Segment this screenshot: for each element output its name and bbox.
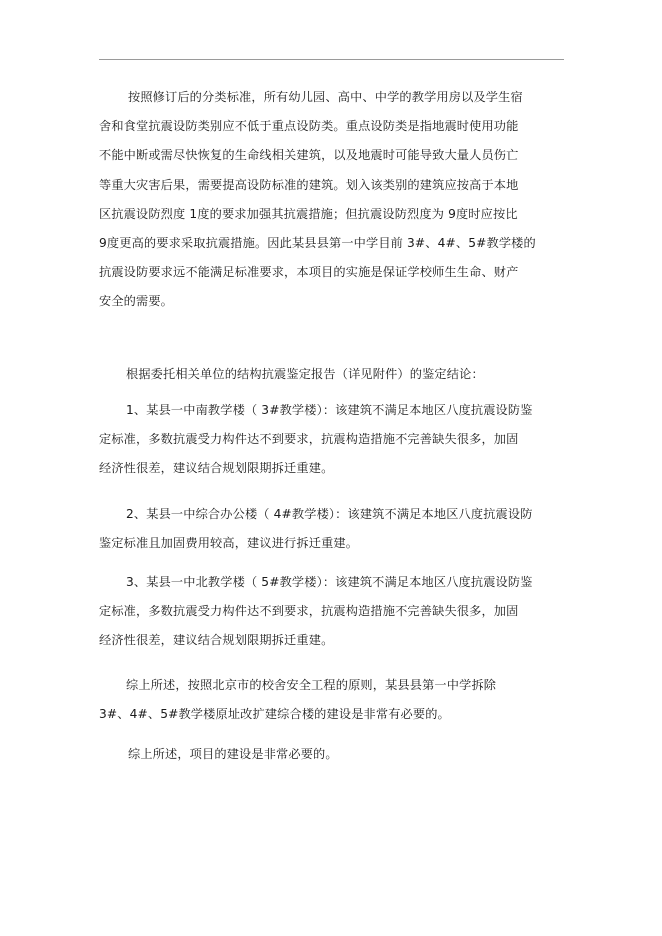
text-line: 9度更高的要求采取抗震措施。因此某县县第一中学目前 3#、4#、5#教学楼的 <box>99 235 536 250</box>
text-line: 不能中断或需尽快恢复的生命线相关建筑，以及地震时可能导致大量人员伤亡 <box>99 148 519 163</box>
text-line: 根据委托相关单位的结构抗震鉴定报告（详见附件）的鉴定结论： <box>126 367 484 381</box>
text-line: 等重大灾害后果，需要提高设防标准的建筑。划入该类别的建筑应按高于本地 <box>99 177 519 192</box>
text-line: 综上所述，按照北京市的校舍安全工程的原则，某县县第一中学拆除 <box>126 678 497 692</box>
paragraph-summary-2 <box>99 740 565 769</box>
text-line: 经济性很差，建议结合规划限期拆迁重建。 <box>99 633 334 648</box>
text-line: 鉴定标准且加固费用较高，建议进行拆迁重建。 <box>99 536 359 551</box>
text-line: 3、某县一中北教学楼（ 5#教学楼）：该建筑不满足本地区八度抗震设防鉴 <box>126 575 533 589</box>
text-line: 舍和食堂抗震设防类别应不低于重点设防类。重点设防类是指地震时使用功能 <box>99 119 519 134</box>
text-line: 区抗震设防烈度 1度的要求加强其抗震措施；但抗震设防烈度为 9度时应按比 <box>99 206 518 221</box>
text-line: 安全的需要。 <box>99 294 174 309</box>
text-line: 3#、4#、5#教学楼原址改扩建综合楼的建设是非常有必要的。 <box>99 707 450 722</box>
text-line: 抗震设防要求远不能满足标准要求，本项目的实施是保证学校师生生命、财产 <box>99 265 519 280</box>
paragraph-summary-1 <box>99 671 565 729</box>
text-line: 2、某县一中综合办公楼（ 4#教学楼）：该建筑不满足本地区八度抗震设防 <box>126 507 533 521</box>
text-line: 综上所述，项目的建设是非常必要的。 <box>128 747 338 761</box>
paragraph-item-1 <box>99 396 565 484</box>
paragraph-item-3 <box>99 568 565 656</box>
header-rule <box>99 59 564 60</box>
paragraph-appraisal-intro <box>99 360 565 389</box>
text-line: 经济性很差，建议结合规划限期拆迁重建。 <box>99 461 334 476</box>
text-line: 定标准，多数抗震受力构件达不到要求，抗震构造措施不完善缺失很多，加固 <box>99 432 519 447</box>
text-line: 1、某县一中南教学楼（ 3#教学楼）：该建筑不满足本地区八度抗震设防鉴 <box>126 403 533 417</box>
text-line: 按照修订后的分类标准，所有幼儿园、高中、中学的教学用房以及学生宿 <box>128 90 523 104</box>
paragraph-classification <box>99 83 565 317</box>
text-line: 定标准，多数抗震受力构件达不到要求，抗震构造措施不完善缺失很多，加固 <box>99 604 519 619</box>
paragraph-item-2 <box>99 500 565 558</box>
